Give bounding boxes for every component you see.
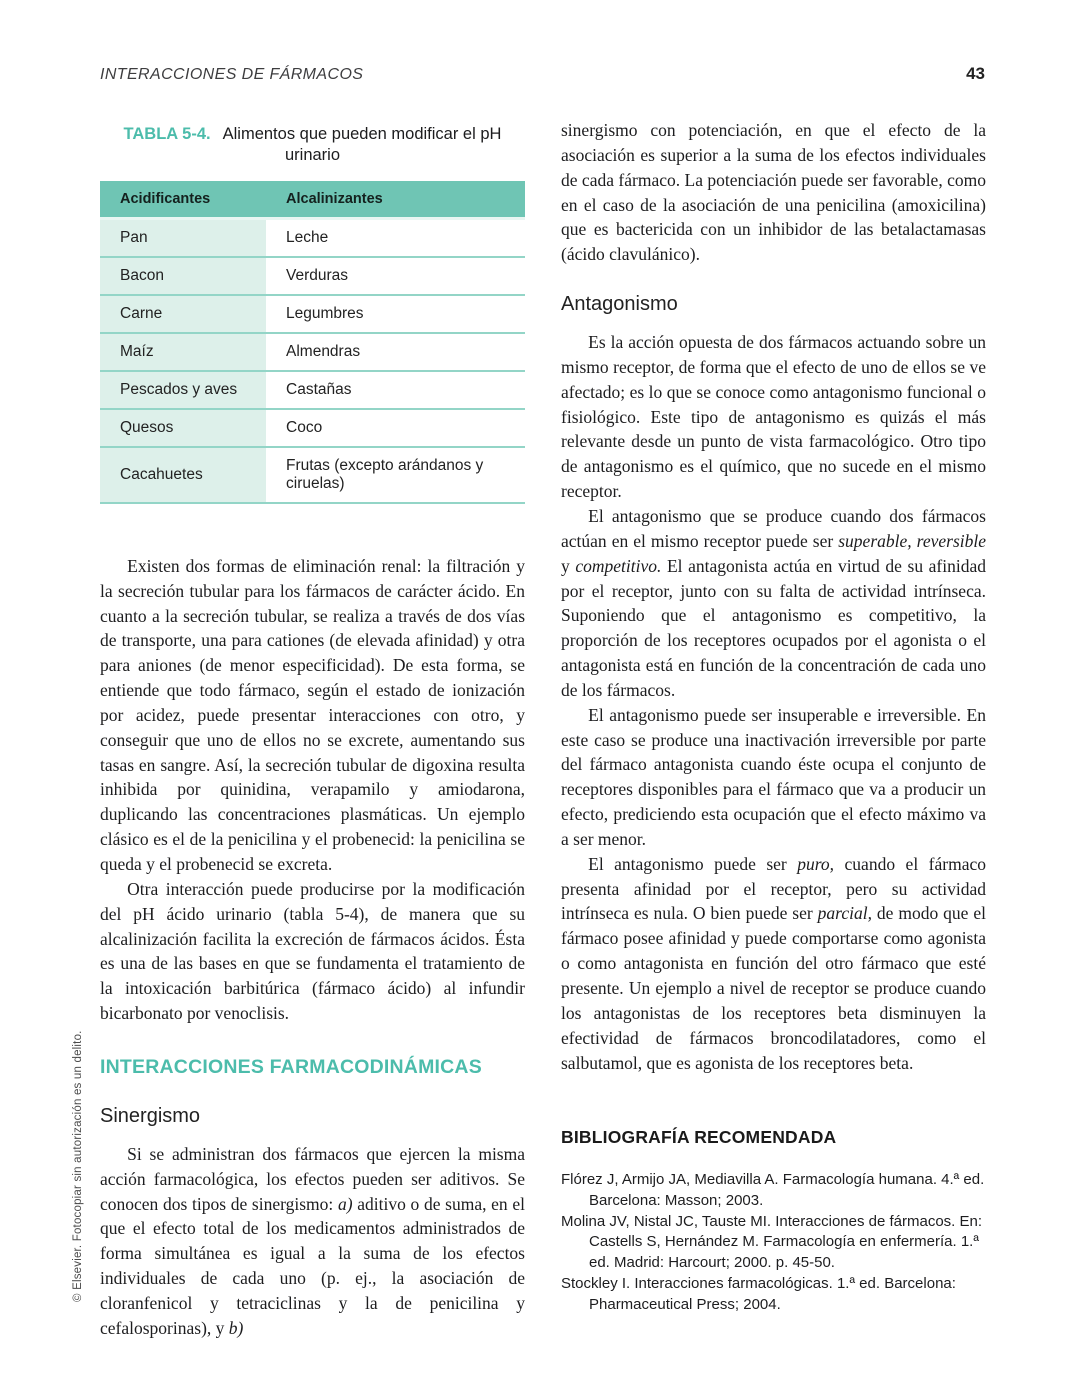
paragraph: [100, 1142, 525, 1341]
copyright-notice: © Elsevier. Fotocopiar sin autorización es un delito.: [72, 1030, 84, 1302]
italic-text: a): [337, 1193, 353, 1214]
sinergismo-continuation-text: [561, 118, 986, 267]
reference-item: Stockley I. Interacciones farmacológicas. 1.ª ed. Barcelona: Pharmaceutical Press; 2004.: [561, 1274, 956, 1313]
table-cell: Almendras: [266, 333, 525, 371]
text-run: de modo que el fármaco posee afinidad y puede comportarse como agonista o como antagonista en función del otro fármaco que esté presente. Un ejemplo a nivel de receptor se produce cuando los antagonistas de los receptores beta disminuyen la efectividad de fármacos broncodilatadores, como el salbutamol, que es agonista de los receptores beta.: [561, 903, 986, 1073]
table-cell: Pan: [100, 218, 266, 257]
text-run: Si se administran dos fármacos que ejercen la misma acción farmacológica, los efectos pueden ser aditivos. Se conocen dos tipos de sinergismo:: [100, 1143, 525, 1214]
table-row: [100, 295, 525, 333]
paragraph: [561, 504, 986, 703]
table-cell: Verduras: [266, 257, 525, 295]
paragraph: [561, 852, 986, 1076]
text-run: cuando el fármaco presenta afinidad por el receptor, pero su actividad intrínseca es nula. O bien puede ser: [561, 853, 986, 924]
reference-list: [561, 1170, 986, 1315]
table-cell: Coco: [266, 409, 525, 447]
table-caption: [100, 124, 525, 167]
right-column: [561, 118, 986, 1341]
table-cell: Castañas: [266, 371, 525, 409]
italic-text: competitivo.: [575, 555, 662, 576]
table-label: TABLA 5-4.: [123, 125, 211, 143]
table-cell: Cacahuetes: [100, 447, 266, 503]
table-5-4-block: [100, 124, 525, 504]
sinergismo-text: [100, 1142, 525, 1341]
paragraph: [100, 554, 525, 877]
table-cell: Quesos: [100, 409, 266, 447]
table-cell: Leche: [266, 218, 525, 257]
text-run: El antagonista actúa en virtud de su afinidad por el receptor, junto con su falta de actividad intrínseca. Suponiendo que el antagonismo es competitivo, la proporción de los receptores ocupados por el agonista o el antagonista está en función de la concentración de cada uno de los fármacos.: [561, 555, 986, 700]
text-run: Existen dos formas de eliminación renal: la filtración y la secreción tubular para los fármacos de carácter ácido. En cuanto a la secreción tubular, se realiza a través de dos vías de transporte, una para cationes (de elevada afinidad) y otra para aniones (de menor especificidad). De esta forma, se entiende que todo fármaco, según el estado de ionización por acidez, puede presentar interacciones con otro, y conseguir que uno de ellos no se excrete, aumentando sus tasas en sangre. Así, la secreción tubular de digoxina resulta inhibida por quinidina, verapamilo y amiodarona, duplicando las concentraciones plasmáticas. Un ejemplo clásico es el de la penicilina y el probenecid: la penicilina se queda y el probenecid se excreta.: [100, 555, 525, 874]
reference-item: Molina JV, Nistal JC, Tauste MI. Interacciones de fármacos. En: Castells S, Hernández M. Farmacología en enfermería. 1.ª ed. Madrid: Harcourt; 2000. p. 45-50.: [561, 1212, 983, 1272]
text-run: Otra interacción puede producirse por la modificación del pH ácido urinario (tabla 5-4), de manera que su alcalinización facilita la excreción de fármacos ácidos. Ésta es una de las bases en que se fundamenta el tratamiento de la intoxicación barbitúrica (fármaco ácido) al infundir bicarbonato por venoclisis.: [100, 878, 525, 1024]
table-row: [100, 218, 525, 257]
food-ph-table: [100, 181, 525, 504]
table-cell: Bacon: [100, 257, 266, 295]
italic-text: b): [228, 1317, 244, 1338]
left-column: [100, 118, 525, 1341]
text-run: El antagonismo que se produce cuando dos fármacos actúan en el mismo receptor puede ser: [561, 505, 986, 551]
table-cell: Frutas (excepto arándanos y ciruelas): [266, 447, 525, 503]
text-run: El antagonismo puede ser insuperable e irreversible. En este caso se produce una inactivación irreversible por parte del fármaco antagonista cuando éste ocupa el conjunto de receptores disponibles para el fármaco que va a producir un efecto, prediciendo esta ocupación que el efecto máximo va a ser menor.: [561, 704, 986, 849]
table-cell: Carne: [100, 295, 266, 333]
antagonismo-text: [561, 330, 986, 1075]
table-body: [100, 218, 525, 503]
subheading-sinergismo: Sinergismo: [100, 1104, 201, 1127]
text-run: El antagonismo puede ser: [588, 853, 798, 874]
renal-elimination-text: [100, 554, 525, 1026]
table-column-header: Alcalinizantes: [266, 181, 525, 219]
running-head-title: INTERACCIONES DE FÁRMACOS: [100, 66, 364, 83]
paragraph: [561, 118, 986, 267]
bibliography-heading: BIBLIOGRAFÍA RECOMENDADA: [561, 1127, 837, 1148]
table-row: [100, 333, 525, 371]
running-head: [100, 64, 985, 84]
table-title-text: Alimentos que pueden modificar el pH urinario: [222, 125, 502, 165]
table-cell: Legumbres: [266, 295, 525, 333]
table-row: [100, 409, 525, 447]
text-run: aditivo o de suma, en el que el efecto total de los medicamentos administrados de forma simultánea es igual a la suma de los efectos individuales de cada uno (p. ej., la asociación de cloranfenicol y tetraciclinas y la de penicilina y cefalosporinas), y: [100, 1193, 525, 1338]
text-run: y: [561, 555, 576, 576]
table-row: [100, 371, 525, 409]
table-cell: Pescados y aves: [100, 371, 266, 409]
paragraph: [561, 330, 986, 504]
text-run: Es la acción opuesta de dos fármacos actuando sobre un mismo receptor, de forma que el efecto de uno de ellos se ve afectado; es lo que se conoce como antagonismo funcional o fisiológico. Este tipo de antagonismo es quizás el más relevante desde un punto de vista farmacológico. Otro tipo de antagonismo es el químico, que no sucede en el mismo receptor.: [561, 332, 986, 502]
table-row: [100, 447, 525, 503]
table-header-row: [100, 181, 525, 219]
italic-text: superable, reversible: [838, 530, 987, 551]
subheading-antagonismo: Antagonismo: [561, 293, 678, 316]
table-column-header: Acidificantes: [100, 181, 266, 219]
table-row: [100, 257, 525, 295]
table-cell: Maíz: [100, 333, 266, 371]
paragraph: [561, 703, 986, 852]
reference-item: Flórez J, Armijo JA, Mediavilla A. Farmacología humana. 4.ª ed. Barcelona: Masson; 2003.: [561, 1171, 985, 1210]
section-heading-farmacodinamicas: INTERACCIONES FARMACODINÁMICAS: [100, 1055, 482, 1078]
page-number: 43: [966, 64, 985, 83]
two-column-layout: [100, 118, 986, 1341]
italic-text: parcial,: [817, 903, 872, 924]
text-run: sinergismo con potenciación, en que el efecto de la asociación es superior a la suma de los efectos individuales de cada fármaco. La potenciación puede ser favorable, como en el caso de la asociación de una penicilina (amoxicilina) que es bactericida con un inhibidor de las betalactamasas (ácido clavulánico).: [561, 120, 986, 265]
italic-text: puro,: [797, 853, 835, 874]
paragraph: [100, 877, 525, 1026]
